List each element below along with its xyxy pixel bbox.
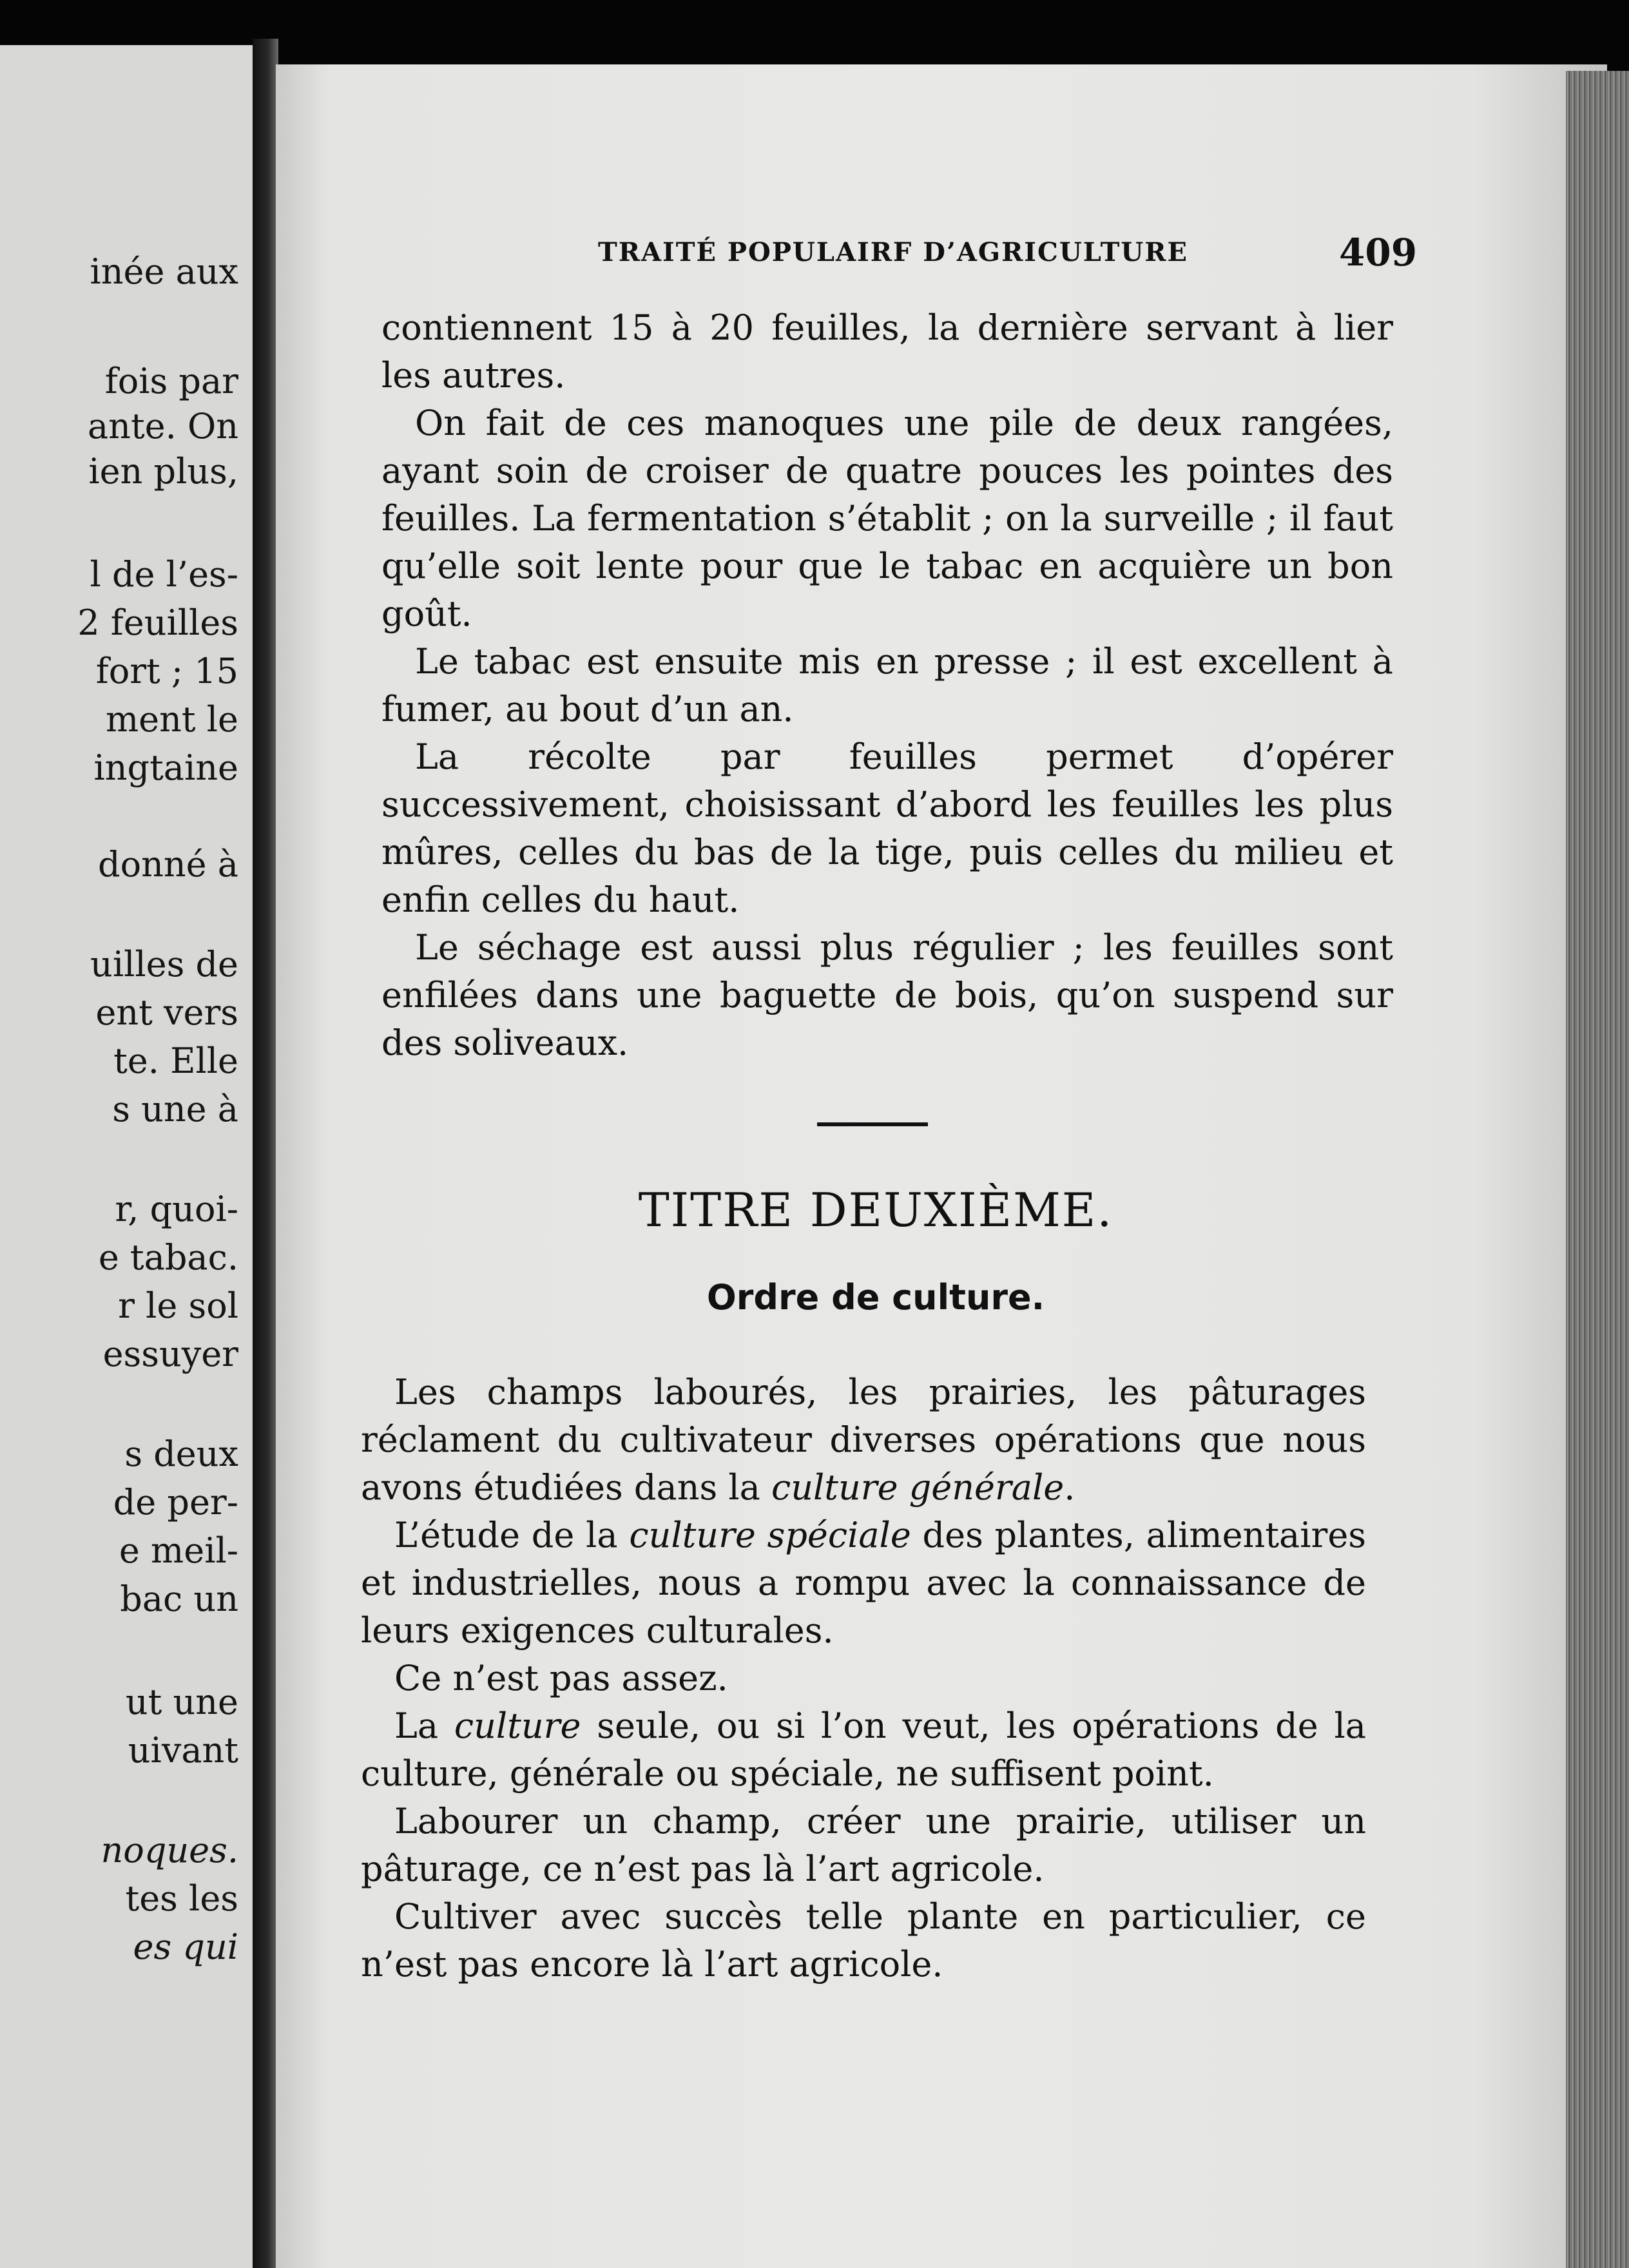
left-page-line: r, quoi- xyxy=(115,1189,238,1229)
left-page-line: ent vers xyxy=(95,992,238,1033)
left-page-line: 2 feuilles xyxy=(77,602,238,643)
paragraph: La culture seule, ou si l’on veut, les opérations de la culture, générale ou spéciale, ne suffisent point. xyxy=(361,1706,1366,1794)
left-facing-page xyxy=(0,45,253,2268)
paragraph: contiennent 15 à 20 feuilles, la dernière servant à lier les autres. xyxy=(381,307,1393,396)
left-page-line: e meil- xyxy=(119,1530,238,1571)
left-page-line: uivant xyxy=(128,1730,238,1771)
paragraph: Le séchage est aussi plus régulier ; les feuilles sont enfilées dans une baguette de bois, qu’on suspend sur des soliveaux. xyxy=(381,927,1393,1063)
paragraph: Labourer un champ, créer une prairie, utiliser un pâturage, ce n’est pas là l’art agricole. xyxy=(361,1801,1366,1889)
left-page-line: e tabac. xyxy=(98,1237,238,1278)
paragraph: Cultiver avec succès telle plante en particulier, ce n’est pas encore là l’art agricole. xyxy=(361,1896,1366,1984)
section-divider xyxy=(817,1122,928,1126)
left-page-line: essuyer xyxy=(102,1334,238,1374)
left-page-line: donné à xyxy=(98,844,238,885)
top-text-block xyxy=(381,304,1393,1067)
book-gutter xyxy=(253,39,278,2268)
paragraph: Le tabac est ensuite mis en presse ; il est excellent à fumer, au bout d’un an. xyxy=(381,641,1393,729)
left-page-line: r le sol xyxy=(118,1285,238,1326)
section-subtitle: Ordre de culture. xyxy=(706,1277,1045,1318)
left-page-line: te. Elle xyxy=(113,1041,238,1081)
left-page-line: s une à xyxy=(112,1089,238,1129)
paragraph: L’étude de la culture spéciale des plantes, alimentaires et industrielles, nous a rompu avec la connaissance de leurs exigences culturales. xyxy=(361,1515,1366,1651)
left-page-line: ingtaine xyxy=(93,747,238,788)
left-page-line: ut une xyxy=(125,1682,238,1722)
running-header: TRAITÉ POPULAIRF D’AGRICULTURE xyxy=(598,237,1188,267)
paragraph: On fait de ces manoques une pile de deux rangées, ayant soin de croiser de quatre pouces les pointes des feuilles. La fermentation s’établit ; on la surveille ; il faut qu’elle soit lente pour que le tabac en acquière un bon goût. xyxy=(381,403,1393,634)
left-page-line: bac un xyxy=(120,1579,238,1619)
left-page-line: inée aux xyxy=(90,251,238,292)
left-page-line: uilles de xyxy=(90,944,238,985)
left-page-line: l de l’es- xyxy=(90,554,238,595)
paragraph: La récolte par feuilles permet d’opérer successivement, choisissant d’abord les feuilles les plus mûres, celles du bas de la tige, puis celles du milieu et enfin celles du haut. xyxy=(381,736,1393,920)
page-number: 409 xyxy=(1339,231,1418,274)
left-page-line: noques. xyxy=(101,1830,238,1870)
page-fore-edge xyxy=(1566,71,1629,2268)
left-page-line: ment le xyxy=(105,699,238,740)
section-title: TITRE DEUXIÈME. xyxy=(638,1183,1113,1237)
left-page-line: fort ; 15 xyxy=(95,651,238,691)
left-page-line: tes les xyxy=(125,1878,238,1919)
left-page-line: ante. On xyxy=(87,406,238,447)
paragraph: Les champs labourés, les prairies, les pâturages réclament du cultivateur diverses opérations que nous avons étudiées dans la culture générale. xyxy=(361,1372,1366,1508)
paragraph: Ce n’est pas assez. xyxy=(394,1658,728,1698)
body-text-block xyxy=(361,1369,1366,1988)
left-page-line: ien plus, xyxy=(88,451,238,492)
left-page-line: es qui xyxy=(133,1927,238,1967)
left-page-line: s deux xyxy=(124,1434,238,1474)
left-page-line: fois par xyxy=(104,361,238,401)
left-page-line: de per- xyxy=(113,1482,238,1523)
